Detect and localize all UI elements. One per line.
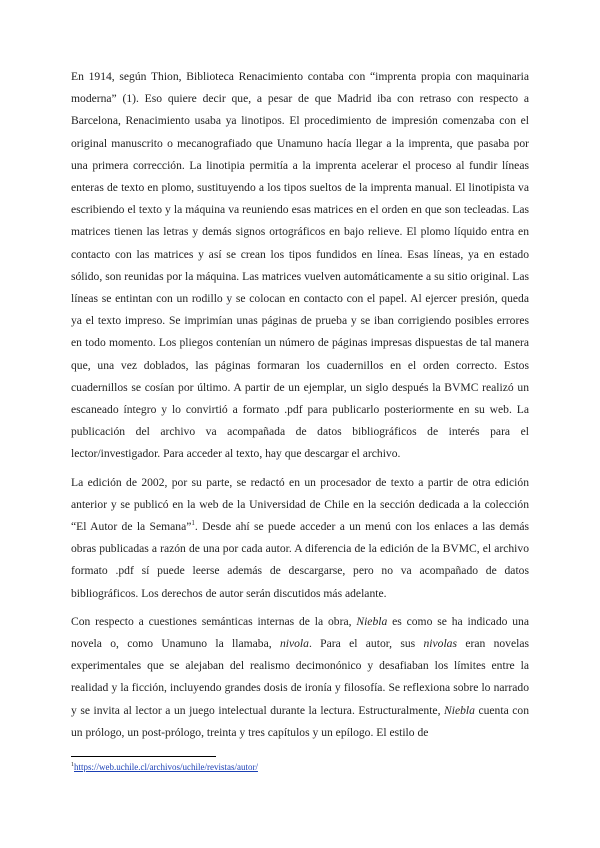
paragraph-printing-process: En 1914, según Thion, Biblioteca Renacimiento contaba con “imprenta propia con maquinaria moderna” (1). Eso quiere decir que, a pesar de que Madrid iba con retraso con respecto a Barcelona, Renacimiento usaba ya linotipos. El procedimiento de impresión comenzaba con el original manuscrito o mecanografiado que Unamuno hacía llegar a la imprenta, que pasaba por una primera corrección. La linotipia permitía a la imprenta acelerar el proceso al fundir líneas enteras de texto en plomo, sustituyendo a los tipos sueltos de la imprenta manual. El linotipista va escribiendo el texto y la máquina va reuniendo esas matrices en el orden en que son tecleadas. Las matrices tienen las letras y demás signos ortográficos en bajo relieve. El plomo líquido entra en contacto con las matrices y así se crean los tipos fundidos en línea. Esas líneas, ya en estado sólido, son reunidas por la máquina. Las matrices vuelven automáticamente a su sitio original. Las líneas se entintan con un rodillo y se colocan en contacto con el papel. Al ejercer presión, queda ya el texto impreso. Se imprimían unas páginas de prueba y se iban corrigiendo posibles errores en todo momento. Los pliegos contenían un número de páginas impresas dispuestas de tal manera que, una vez doblados, las páginas formaran los cuadernillos en el orden correcto. Estos cuadernillos se cosían por último. A partir de un ejemplar, un siglo después la BVMC realizó un escaneado íntegro y lo convirtió a formato .pdf para publicarlo posteriormente en su web. La publicación del archivo va acompañada de datos bibliográficos de interés para el lector/investigador. Para acceder al texto, hay que descargar el archivo. xyxy=(71,70,529,461)
semantics-text-3: . Para el autor, sus xyxy=(308,637,424,651)
semantics-text-5: cuenta con un prólogo, un post-prólogo, treinta y tres capítulos y un epílogo. El estilo de xyxy=(71,703,529,739)
footnote-separator xyxy=(71,756,216,757)
footnote-link[interactable]: https://web.uchile.cl/archivos/uchile/revistas/autor/ xyxy=(74,762,258,772)
footnote xyxy=(71,761,258,773)
paragraph-2002-edition xyxy=(71,472,529,605)
term-nivolas: nivolas xyxy=(423,637,457,651)
paragraph-2002-text-end: . Desde ahí se puede acceder a un menú con los enlaces a las demás obras publicadas a razón de una por cada autor. A diferencia de la edición de la BVMC, el archivo formato .pdf sí puede leerse además de descargarse, pero no va acompañado de datos bibliográficos. Los derechos de autor serán discutidos más adelante. xyxy=(71,520,529,600)
paragraph-2002-text-start: La edición de 2002, por su parte, se redactó en un procesador de texto a partir de otra edición anterior y se publicó en la web de la Universidad de Chile en la sección dedicada a la colección “El Autor de la Semana” xyxy=(71,475,529,534)
footnote-reference[interactable]: 1 xyxy=(191,519,195,528)
term-nivola: nivola xyxy=(279,637,309,651)
semantics-text-1: Con respecto a cuestiones semánticas internas de la obra, xyxy=(71,614,357,628)
footnote-marker: 1 xyxy=(71,762,74,768)
document-body xyxy=(71,66,529,744)
semantics-text-4: eran novelas experimentales que se alejaban del realismo decimonónico y desafiaban los límites entre la realidad y la ficción, incluyendo grandes dosis de ironía y filosofía. Se reflexiona sobre lo narrado y se invita al lector a un juego intelectual durante la lectura. Estructuralmente, xyxy=(71,637,530,717)
paragraph-semantics xyxy=(71,611,529,744)
title-niebla: Niebla xyxy=(356,614,388,628)
semantics-text-2: es como se ha indicado una novela o, como Unamuno la llamaba, xyxy=(71,614,529,651)
title-niebla-2: Niebla xyxy=(444,703,475,717)
